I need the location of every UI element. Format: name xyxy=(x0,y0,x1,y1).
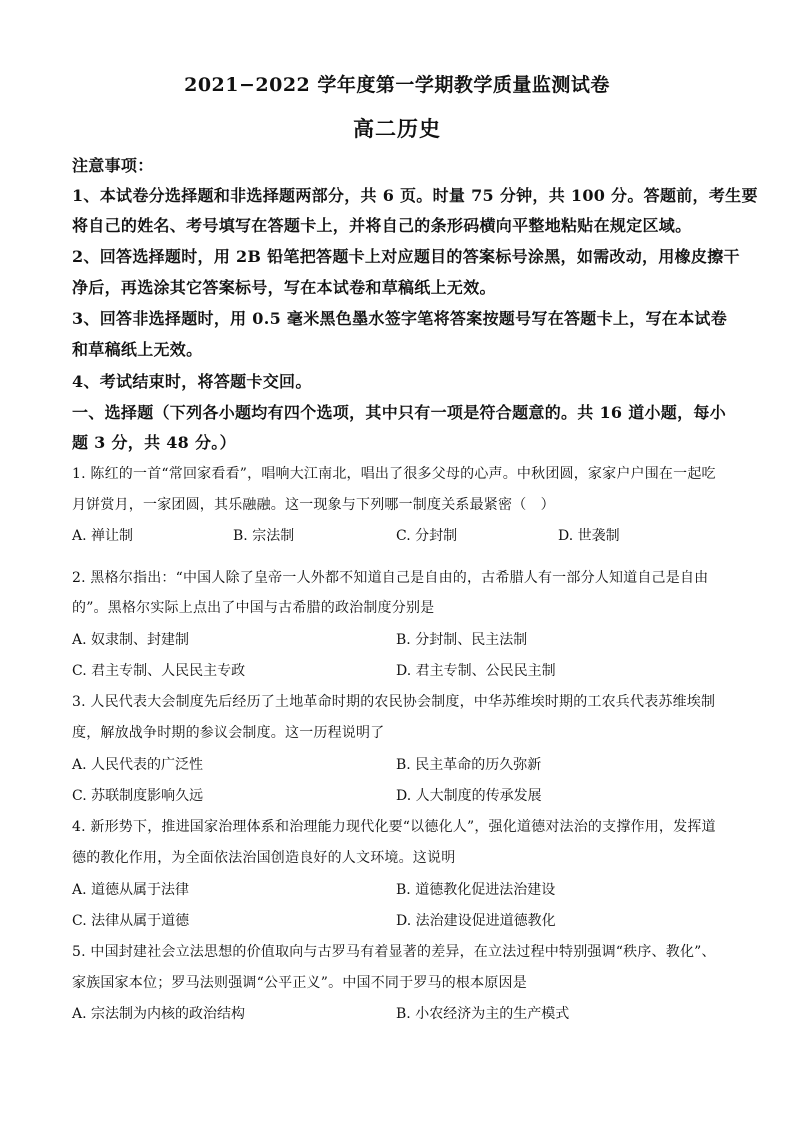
question-1-text: 月饼赏月，一家团圆，其乐融融。这一现象与下列哪一制度关系最紧密（ ） xyxy=(72,497,555,513)
notes-heading: 注意事项： xyxy=(72,156,154,175)
notes-line: 4、考试结束时，将答题卡交回。 xyxy=(72,372,312,391)
question-3-text: 度，解放战争时期的参议会制度。这一历程说明了 xyxy=(72,725,385,741)
question-3-option-d: D. 人大制度的传承发展 xyxy=(396,788,542,804)
notes-line: 净后，再选涂其它答案标号，写在本试卷和草稿纸上无效。 xyxy=(72,278,496,297)
question-1-option-a: A. 禅让制 xyxy=(72,528,134,544)
exam-title: 2021−2022 学年度第一学期教学质量监测试卷 xyxy=(184,74,610,96)
question-4-option-b: B. 道德教化促进法治建设 xyxy=(396,882,556,898)
question-5-option-b: B. 小农经济为主的生产模式 xyxy=(396,1006,570,1022)
question-4-text: 4. 新形势下，推进国家治理体系和治理能力现代化要“以德化人”，强化道德对法治的支撑作用，发挥道 xyxy=(72,819,716,835)
question-3-option-b: B. 民主革命的历久弥新 xyxy=(396,757,542,773)
notes-line: 和草稿纸上无效。 xyxy=(72,340,203,359)
notes-line: 3、回答非选择题时，用 0.5 毫米黑色墨水签字笔将答案按题号写在答题卡上，写在本试卷 xyxy=(72,309,728,328)
question-3-option-a: A. 人民代表的广泛性 xyxy=(72,757,204,773)
section-heading: 一、选择题（下列各小题均有四个选项，其中只有一项是符合题意的。共 16 道小题，每小 xyxy=(72,403,727,422)
question-2-option-a: A. 奴隶制、封建制 xyxy=(72,632,190,648)
question-3-option-c: C. 苏联制度影响久远 xyxy=(72,788,204,804)
question-1-option-b: B. 宗法制 xyxy=(233,528,295,544)
question-4-option-c: C. 法律从属于道德 xyxy=(72,913,190,929)
question-5-text: 5. 中国封建社会立法思想的价值取向与古罗马有着显著的差异，在立法过程中特别强调“秩序、教化”、 xyxy=(72,944,716,960)
section-heading: 题 3 分，共 48 分。） xyxy=(72,433,236,452)
question-2-option-c: C. 君主专制、人民民主专政 xyxy=(72,663,246,679)
question-3-text: 3. 人民代表大会制度先后经历了土地革命时期的农民协会制度，中华苏维埃时期的工农兵代表苏维埃制 xyxy=(72,694,716,710)
notes-line: 1、本试卷分选择题和非选择题两部分，共 6 页。时量 75 分钟，共 100 分。答题前，考生要 xyxy=(72,186,758,205)
question-5-option-a: A. 宗法制为内核的政治结构 xyxy=(72,1006,246,1022)
question-4-option-a: A. 道德从属于法律 xyxy=(72,882,190,898)
question-1-option-c: C. 分封制 xyxy=(396,528,458,544)
question-5-text: 家族国家本位；罗马法则强调“公平正义”。中国不同于罗马的根本原因是 xyxy=(72,975,527,991)
question-2-text: 的”。黑格尔实际上点出了中国与古希腊的政治制度分别是 xyxy=(72,600,435,616)
question-2-option-b: B. 分封制、民主法制 xyxy=(396,632,528,648)
notes-line: 2、回答选择题时，用 2B 铅笔把答题卡上对应题目的答案标号涂黑，如需改动，用橡皮擦干 xyxy=(72,247,740,266)
question-1-option-d: D. 世袭制 xyxy=(558,528,620,544)
question-4-text: 德的教化作用，为全面依法治国创造良好的人文环境。这说明 xyxy=(72,850,456,866)
question-1-text: 1. 陈红的一首“常回家看看”，唱响大江南北，唱出了很多父母的心声。中秋团圆，家家户户围在一起吃 xyxy=(72,466,716,482)
question-2-option-d: D. 君主专制、公民民主制 xyxy=(396,663,556,679)
question-4-option-d: D. 法治建设促进道德教化 xyxy=(396,913,556,929)
exam-subject: 高二历史 xyxy=(353,116,441,141)
notes-line: 将自己的姓名、考号填写在答题卡上，并将自己的条形码横向平整地粘贴在规定区域。 xyxy=(72,216,692,235)
question-2-text: 2. 黑格尔指出：“中国人除了皇帝一人外都不知道自己是自由的，古希腊人有一部分人知道自己是自由 xyxy=(72,570,709,586)
